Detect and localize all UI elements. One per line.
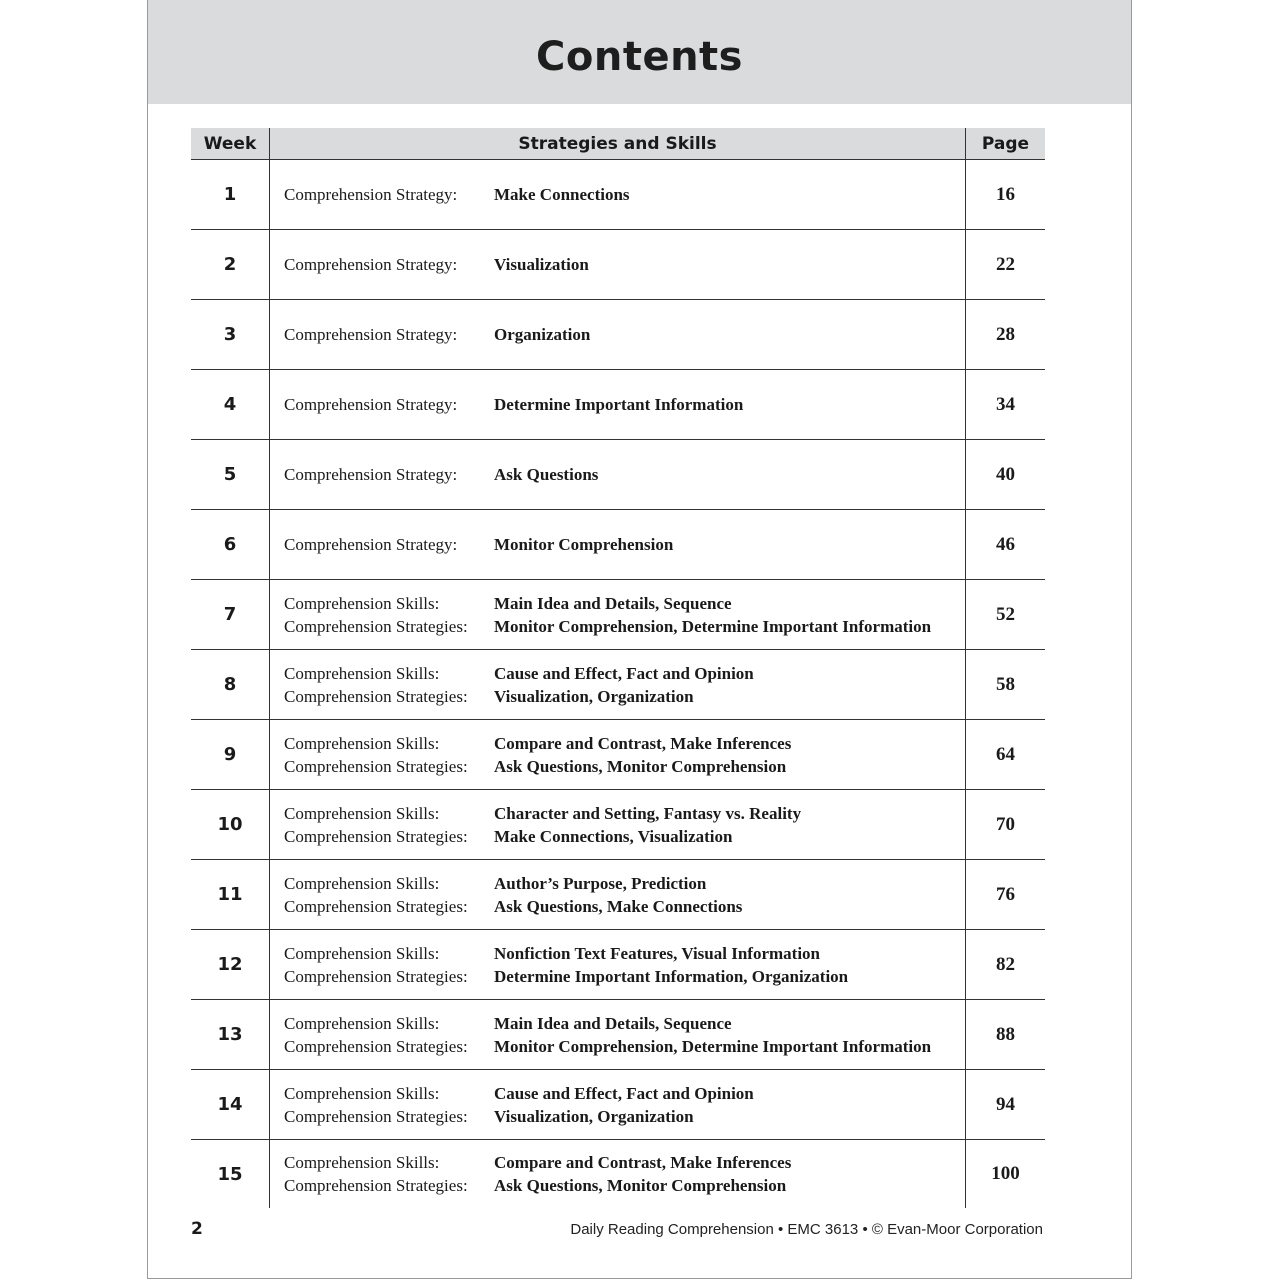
skill-label: Comprehension Skills:: [284, 1153, 440, 1172]
skills-cell: [269, 370, 965, 439]
header-week: Week: [203, 133, 257, 154]
week-number: 14: [217, 1094, 243, 1115]
skills-cell: [269, 230, 965, 299]
week-number: 7: [223, 604, 237, 625]
skill-label: Comprehension Strategy:: [284, 325, 458, 344]
skill-line: [284, 1082, 965, 1105]
week-number: 6: [223, 534, 237, 555]
page-ref: 82: [965, 930, 1045, 999]
table-row: [191, 1000, 1045, 1070]
table-row: [191, 790, 1045, 860]
skill-line: [284, 872, 965, 895]
skill-line: [284, 463, 965, 486]
page-ref: 58: [965, 650, 1045, 719]
skills-cell: [269, 860, 965, 929]
skills-cell: [269, 1070, 965, 1139]
skill-value: Visualization, Organization: [494, 686, 694, 706]
skill-value: Ask Questions, Make Connections: [494, 896, 743, 916]
page-ref: 22: [965, 230, 1045, 299]
skill-label: Comprehension Skills:: [284, 733, 440, 753]
skill-line: [284, 1151, 965, 1174]
skill-value: Determine Important Information: [494, 395, 744, 414]
skill-label: Comprehension Strategies:: [284, 826, 468, 846]
table-row: [191, 160, 1045, 230]
skill-line: [284, 755, 965, 778]
skill-line: [284, 895, 965, 918]
page-title: Contents: [536, 34, 743, 80]
skill-value: Ask Questions, Monitor Comprehension: [494, 756, 787, 776]
skill-label: Comprehension Strategy:: [284, 395, 458, 414]
table-row: [191, 930, 1045, 1000]
skill-value: Visualization: [494, 255, 589, 274]
table-row: [191, 1140, 1045, 1208]
page-ref: 70: [965, 790, 1045, 859]
week-number: 1: [223, 184, 237, 205]
skill-value: Cause and Effect, Fact and Opinion: [494, 1083, 754, 1103]
skill-label: Comprehension Strategies:: [284, 1106, 468, 1126]
skill-value: Compare and Contrast, Make Inferences: [494, 1153, 792, 1172]
skill-line: [284, 183, 965, 206]
skill-value: Make Connections: [494, 185, 630, 204]
skill-label: Comprehension Strategy:: [284, 465, 458, 484]
week-number: 5: [223, 464, 237, 485]
table-row: [191, 650, 1045, 720]
page-ref: 76: [965, 860, 1045, 929]
skill-value: Organization: [494, 325, 591, 344]
page-ref: 16: [965, 160, 1045, 229]
skill-line: [284, 253, 965, 276]
skill-label: Comprehension Skills:: [284, 1013, 440, 1033]
skill-line: [284, 1105, 965, 1128]
skill-line: [284, 942, 965, 965]
skills-cell: [269, 650, 965, 719]
table-row: [191, 440, 1045, 510]
skill-line: [284, 393, 965, 416]
page-ref: 52: [965, 580, 1045, 649]
skill-label: Comprehension Skills:: [284, 943, 440, 963]
skill-line: [284, 1174, 965, 1197]
table-row: [191, 720, 1045, 790]
skill-label: Comprehension Strategy:: [284, 255, 458, 274]
document-page: [147, 0, 1132, 1279]
week-number: 9: [223, 744, 237, 765]
skill-label: Comprehension Strategies:: [284, 616, 468, 636]
skill-value: Monitor Comprehension: [494, 535, 674, 554]
page-ref: 40: [965, 440, 1045, 509]
skill-value: Visualization, Organization: [494, 1106, 694, 1126]
skill-value: Character and Setting, Fantasy vs. Reality: [494, 803, 802, 823]
page-ref: 88: [965, 1000, 1045, 1069]
skill-line: [284, 965, 965, 988]
skill-value: Compare and Contrast, Make Inferences: [494, 733, 792, 753]
page-ref: 64: [965, 720, 1045, 789]
skill-value: Monitor Comprehension, Determine Important Information: [494, 1036, 932, 1056]
skill-line: [284, 685, 965, 708]
week-number: 2: [223, 254, 237, 275]
skill-value: Monitor Comprehension, Determine Important Information: [494, 616, 932, 636]
skill-line: [284, 802, 965, 825]
table-row: [191, 580, 1045, 650]
skill-value: Author’s Purpose, Prediction: [494, 873, 707, 893]
skills-cell: [269, 720, 965, 789]
skill-value: Ask Questions, Monitor Comprehension: [494, 1176, 787, 1195]
skills-cell: [269, 300, 965, 369]
week-number: 3: [223, 324, 237, 345]
week-number: 10: [217, 814, 243, 835]
skills-cell: [269, 440, 965, 509]
page-ref: 94: [965, 1070, 1045, 1139]
skill-line: [284, 615, 965, 638]
page-ref: 34: [965, 370, 1045, 439]
footer-credit: Daily Reading Comprehension • EMC 3613 • © Evan-Moor Corporation: [570, 1221, 1043, 1238]
skill-label: Comprehension Skills:: [284, 1083, 440, 1103]
table-body: [191, 160, 1045, 1208]
skills-cell: [269, 1000, 965, 1069]
skill-value: Main Idea and Details, Sequence: [494, 1013, 732, 1033]
skill-label: Comprehension Skills:: [284, 663, 440, 683]
week-number: 8: [223, 674, 237, 695]
skill-value: Ask Questions: [494, 465, 599, 484]
skills-cell: [269, 1140, 965, 1208]
skill-line: [284, 1035, 965, 1058]
skill-line: [284, 1012, 965, 1035]
skill-label: Comprehension Skills:: [284, 593, 440, 613]
skill-label: Comprehension Strategies:: [284, 1036, 468, 1056]
week-number: 13: [217, 1024, 243, 1045]
skill-line: [284, 533, 965, 556]
skill-line: [284, 323, 965, 346]
skill-value: Make Connections, Visualization: [494, 826, 733, 846]
skill-value: Cause and Effect, Fact and Opinion: [494, 663, 754, 683]
skill-line: [284, 825, 965, 848]
skills-cell: [269, 790, 965, 859]
skill-label: Comprehension Strategies:: [284, 756, 468, 776]
page-ref: 46: [965, 510, 1045, 579]
skill-value: Nonfiction Text Features, Visual Information: [494, 943, 821, 963]
table-row: [191, 510, 1045, 580]
table-row: [191, 230, 1045, 300]
skill-label: Comprehension Strategies:: [284, 896, 468, 916]
skill-label: Comprehension Skills:: [284, 873, 440, 893]
skill-label: Comprehension Strategy:: [284, 185, 458, 204]
skill-line: [284, 662, 965, 685]
skill-label: Comprehension Strategies:: [284, 966, 468, 986]
page-ref: 100: [965, 1140, 1045, 1208]
header-page: Page: [965, 128, 1045, 159]
skill-value: Determine Important Information, Organization: [494, 966, 849, 986]
skill-label: Comprehension Strategy:: [284, 535, 458, 554]
skill-line: [284, 592, 965, 615]
skill-value: Main Idea and Details, Sequence: [494, 593, 732, 613]
skill-label: Comprehension Strategies:: [284, 686, 468, 706]
table-row: [191, 300, 1045, 370]
week-number: 12: [217, 954, 243, 975]
table-row: [191, 860, 1045, 930]
page-ref: 28: [965, 300, 1045, 369]
skill-label: Comprehension Strategies:: [284, 1176, 468, 1195]
title-band: [148, 0, 1131, 104]
week-number: 4: [223, 394, 237, 415]
contents-table: [191, 128, 1045, 1208]
week-number: 11: [217, 884, 243, 905]
week-number: 15: [217, 1163, 243, 1185]
table-row: [191, 370, 1045, 440]
skill-label: Comprehension Skills:: [284, 803, 440, 823]
skills-cell: [269, 930, 965, 999]
table-header: [191, 128, 1045, 160]
skill-line: [284, 732, 965, 755]
page-number: 2: [191, 1219, 203, 1239]
skills-cell: [269, 580, 965, 649]
header-skills: Strategies and Skills: [269, 128, 965, 159]
table-row: [191, 1070, 1045, 1140]
skills-cell: [269, 160, 965, 229]
skills-cell: [269, 510, 965, 579]
